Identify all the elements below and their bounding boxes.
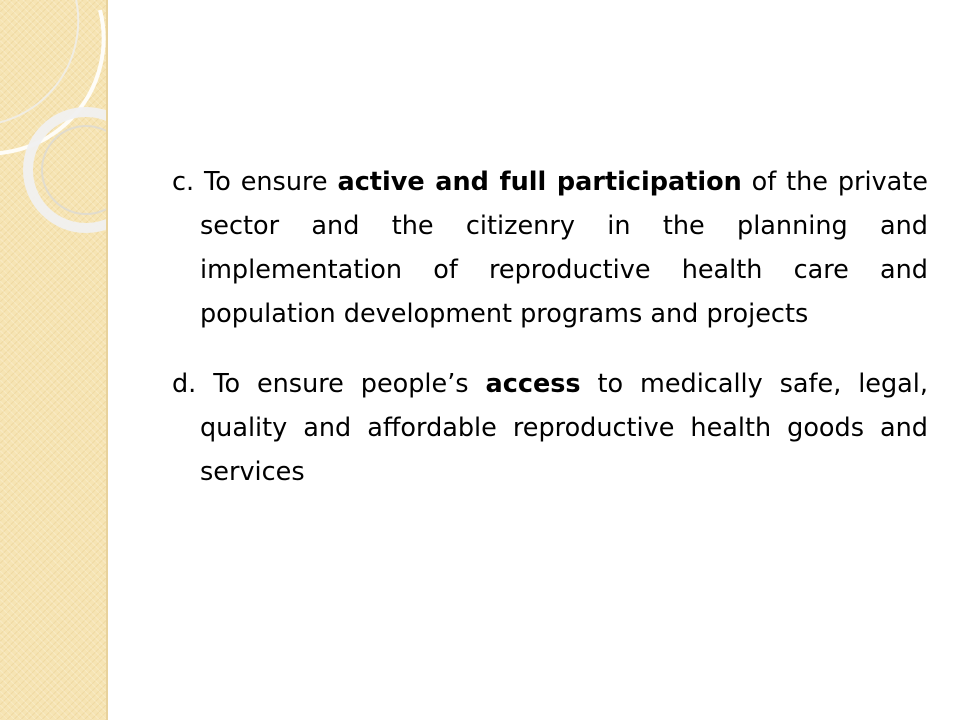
bullet-c-emphasis: active and full participation — [337, 167, 742, 197]
slide-body — [172, 160, 928, 520]
bullet-c — [172, 160, 928, 336]
bullet-d-rest: to medically safe, legal, quality and affordable reproductive health goods and services — [200, 369, 928, 487]
bullet-d — [172, 362, 928, 494]
decorative-rings-icon — [0, 0, 106, 720]
bullet-c-rest: of the private sector and the citizenry in the planning and implementation of reproductive health care and population development programs and projects — [200, 167, 928, 329]
bullet-d-emphasis: access — [485, 369, 581, 399]
bullet-d-lead: d. To ensure people’s — [172, 369, 486, 399]
decorative-side-band — [0, 0, 108, 720]
bullet-c-lead: c. To ensure — [172, 167, 338, 197]
